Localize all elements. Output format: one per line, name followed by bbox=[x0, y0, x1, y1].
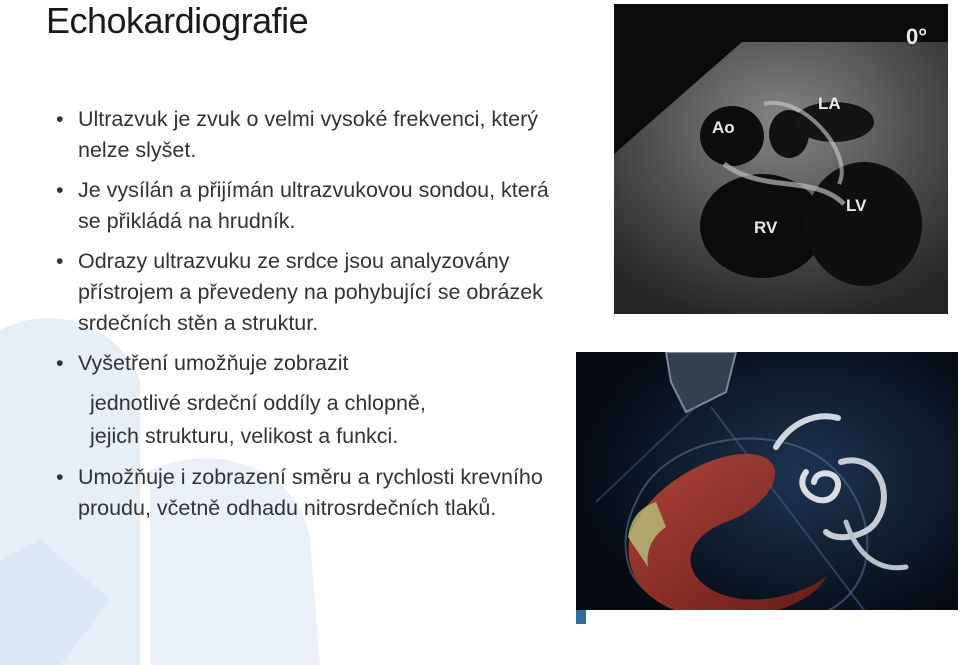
label-lv: LV bbox=[846, 196, 867, 215]
sub-text: jejich strukturu, velikost a funkci. bbox=[90, 424, 399, 448]
bullet-list bbox=[56, 104, 576, 533]
echocardiogram-image bbox=[614, 4, 948, 314]
bullet-item bbox=[56, 104, 576, 166]
bullet-text: Umožňuje i zobrazení směru a rychlosti krevního proudu, včetně odhadu nitrosrdečních tlaků. bbox=[78, 465, 543, 520]
bullet-text: Je vysílán a přijímán ultrazvukovou sondou, která se přikládá na hrudník. bbox=[78, 178, 549, 233]
bullet-icon: • bbox=[56, 178, 64, 202]
bullet-item bbox=[56, 175, 576, 237]
sub-item bbox=[56, 388, 576, 419]
bullet-icon: • bbox=[56, 107, 64, 131]
angle-label: 0° bbox=[906, 24, 928, 49]
label-ao: Ao bbox=[712, 118, 735, 137]
heart-illustration bbox=[576, 352, 958, 626]
bullet-item bbox=[56, 462, 576, 524]
bullet-item bbox=[56, 348, 576, 379]
sub-text: jednotlivé srdeční oddíly a chlopně, bbox=[90, 391, 426, 415]
slide-title: Echokardiografie bbox=[46, 0, 309, 41]
bullet-icon: • bbox=[56, 351, 64, 375]
heart-illustration-icon bbox=[576, 352, 958, 626]
label-rv: RV bbox=[754, 218, 778, 237]
bullet-icon: • bbox=[56, 249, 64, 273]
bullet-text: Vyšetření umožňuje zobrazit bbox=[78, 351, 349, 375]
bullet-text: Odrazy ultrazvuku ze srdce jsou analyzovány přístrojem a převedeny na pohybující se obrázek srdečních stěn a struktur. bbox=[78, 249, 543, 335]
bullet-text: Ultrazvuk je zvuk o velmi vysoké frekvenci, který nelze slyšet. bbox=[78, 107, 538, 162]
bullet-item bbox=[56, 246, 576, 339]
bullet-icon: • bbox=[56, 465, 64, 489]
label-la: LA bbox=[818, 94, 841, 113]
ultrasound-sector-icon bbox=[614, 4, 948, 314]
sub-item bbox=[56, 421, 576, 452]
